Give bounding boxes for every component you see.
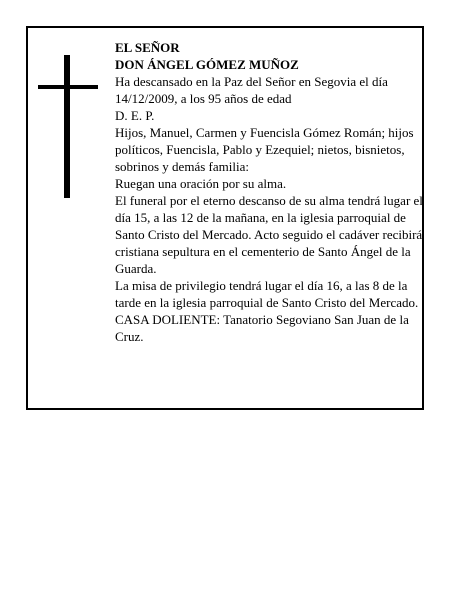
prayer-request: Ruegan una oración por su alma.: [115, 176, 287, 191]
notice-content: [115, 39, 423, 345]
mourning-house: CASA DOLIENTE: Tanatorio Segoviano San Juan de la Cruz.: [115, 312, 409, 344]
rest-in-peace: D. E. P.: [115, 108, 155, 123]
obituary-notice: [26, 26, 424, 410]
cross-horizontal-bar: [38, 85, 98, 89]
heading-title: EL SEÑOR: [115, 40, 180, 55]
death-announcement: Ha descansado en la Paz del Señor en Segovia el día 14/12/2009, a los 95 años de edad: [115, 74, 388, 106]
cross-vertical-bar: [64, 55, 70, 198]
cross-icon: [38, 55, 98, 198]
heading-name: DON ÁNGEL GÓMEZ MUÑOZ: [115, 57, 299, 72]
family-list: Hijos, Manuel, Carmen y Fuencisla Gómez Román; hijos políticos, Fuencisla, Pablo y Ezequiel; nietos, bisnietos, sobrinos y demás familia:: [115, 125, 414, 174]
funeral-details: El funeral por el eterno descanso de su alma tendrá lugar el día 15, a las 12 de la mañana, en la iglesia parroquial de Santo Cristo del Mercado. Acto seguido el cadáver recibirá cristiana sepultura en el cementerio de Santo Ángel de la Guarda.: [115, 193, 423, 276]
mass-details: La misa de privilegio tendrá lugar el día 16, a las 8 de la tarde en la iglesia parroquial de Santo Cristo del Mercado.: [115, 278, 419, 310]
